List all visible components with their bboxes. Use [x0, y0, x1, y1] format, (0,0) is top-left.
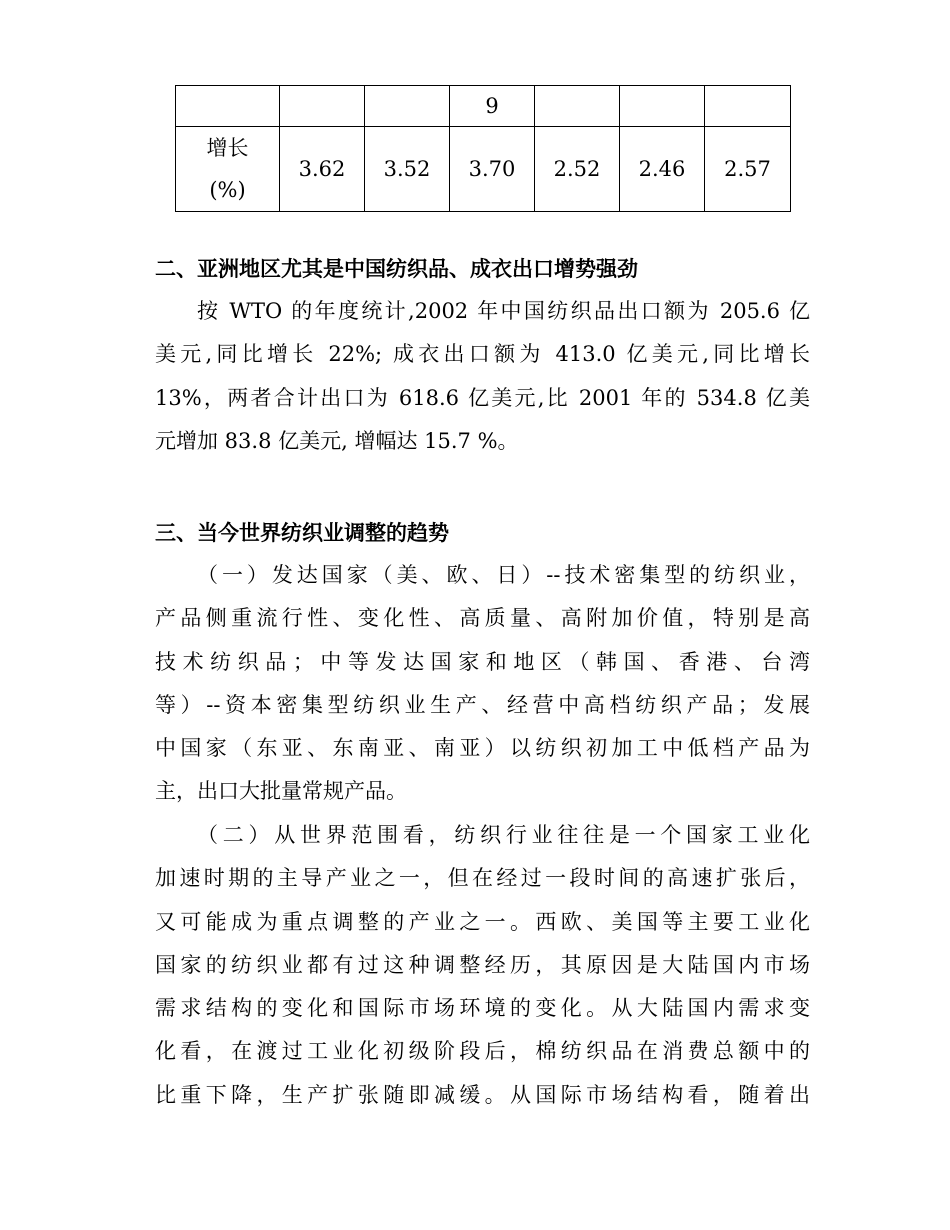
paragraph-line: 化看，在渡过工业化初级阶段后，棉纺织品在消费总额中的 — [155, 1039, 810, 1064]
paragraph-line: 需求结构的变化和国际市场环境的变化。从大陆国内需求变 — [155, 996, 810, 1021]
table-row — [176, 86, 791, 127]
table-cell: 3.70 — [450, 127, 535, 212]
paragraph-line: 元增加 83.8 亿美元, 增幅达 15.7 %。 — [155, 428, 519, 453]
growth-label-cell — [176, 127, 280, 212]
growth-table — [175, 85, 791, 212]
paragraph-line: 按 WTO 的年度统计,2002 年中国纺织品出口额为 205.6 亿 — [197, 299, 810, 323]
paragraph-line: 美元,同比增长 22%; 成衣出口额为 413.0 亿美元,同比增长 — [155, 342, 810, 367]
paragraph-line: 主，出口大批量常规产品。 — [155, 779, 407, 804]
paragraph-line: 13%，两者合计出口为 618.6 亿美元,比 2001 年的 534.8 亿美 — [155, 385, 810, 410]
growth-label-line1: 增长 — [206, 136, 249, 160]
section-3-paragraph-2 — [155, 814, 810, 1117]
section-2-paragraph — [155, 290, 810, 463]
paragraph-line: 中国家（东亚、东南亚、南亚）以纺织初加工中低档产品为 — [155, 736, 810, 761]
paragraph-line: 又可能成为重点调整的产业之一。西欧、美国等主要工业化 — [155, 909, 810, 934]
table-cell: 2.52 — [535, 127, 620, 212]
table-row — [176, 127, 791, 212]
paragraph-line: 等）--资本密集型纺织业生产、经营中高档纺织产品；发展 — [155, 692, 810, 717]
paragraph-line: （二）从世界范围看，纺织行业往往是一个国家工业化 — [197, 823, 810, 847]
table-cell: 3.62 — [280, 127, 365, 212]
section-3-heading: 三、当今世界纺织业调整的趋势 — [155, 521, 449, 545]
paragraph-line: 技术纺织品；中等发达国家和地区（韩国、香港、台湾 — [155, 649, 810, 674]
paragraph-line: （一）发达国家（美、欧、日）--技术密集型的纺织业， — [197, 563, 810, 587]
section-3-paragraph-1 — [155, 554, 810, 814]
table-cell: 2.46 — [620, 127, 705, 212]
table-cell: 3.52 — [365, 127, 450, 212]
paragraph-line: 加速时期的主导产业之一，但在经过一段时间的高速扩张后， — [155, 866, 810, 891]
paragraph-line: 产品侧重流行性、变化性、高质量、高附加价值，特别是高 — [155, 606, 810, 631]
table-cell — [535, 86, 620, 127]
table-cell — [620, 86, 705, 127]
table-cell: 2.57 — [705, 127, 791, 212]
table-cell — [365, 86, 450, 127]
growth-label-line2: (%) — [209, 178, 246, 202]
section-2-heading: 二、亚洲地区尤其是中国纺织品、成衣出口增势强劲 — [155, 257, 638, 281]
table-cell: 9 — [450, 86, 535, 127]
paragraph-line: 国家的纺织业都有过这种调整经历，其原因是大陆国内市场 — [155, 952, 810, 977]
table-cell — [176, 86, 280, 127]
table-cell — [280, 86, 365, 127]
table-cell — [705, 86, 791, 127]
paragraph-line: 比重下降，生产扩张随即减缓。从国际市场结构看，随着出 — [155, 1082, 810, 1107]
